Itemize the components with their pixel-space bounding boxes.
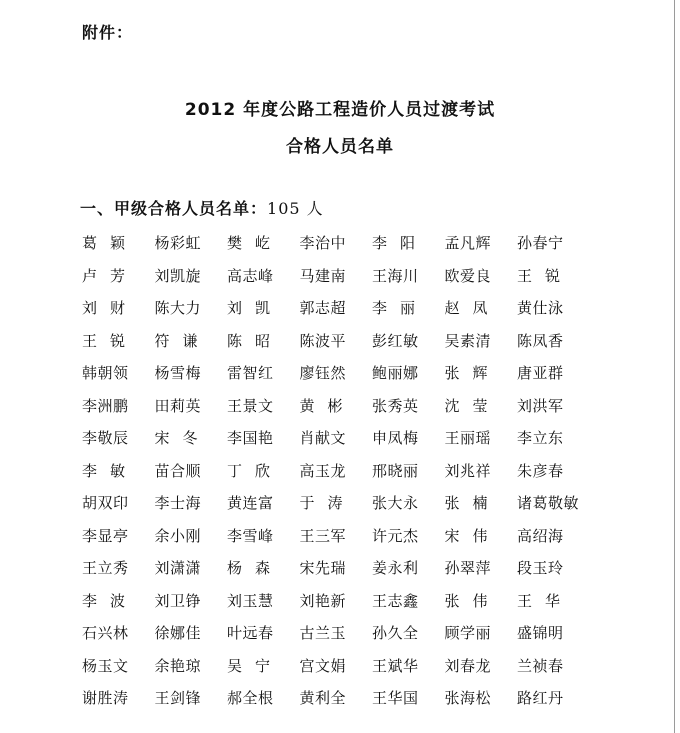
person-name: 鲍丽娜 bbox=[372, 364, 419, 382]
person-name: 张海松 bbox=[444, 689, 492, 707]
person-name: 诸葛敬敏 bbox=[517, 494, 580, 512]
person-name: 李立东 bbox=[517, 429, 564, 447]
name-row bbox=[82, 558, 642, 591]
person-name: 李显亭 bbox=[82, 526, 129, 545]
name-row bbox=[82, 623, 642, 656]
person-name: 谢胜涛 bbox=[82, 689, 129, 707]
person-name: 李洲鹏 bbox=[82, 396, 129, 415]
person-name: 孟凡辉 bbox=[444, 234, 492, 252]
person-name: 许元杰 bbox=[372, 526, 419, 545]
person-name: 段玉玲 bbox=[517, 559, 564, 577]
person-name: 王锐 bbox=[517, 266, 574, 285]
person-name: 肖献文 bbox=[299, 429, 347, 447]
person-name: 刘凯 bbox=[227, 299, 284, 317]
person-name: 宋冬 bbox=[154, 429, 211, 447]
person-name: 朱彦春 bbox=[517, 461, 564, 480]
person-name: 王华 bbox=[517, 591, 574, 610]
person-name: 李治中 bbox=[299, 234, 347, 252]
person-name: 李波 bbox=[82, 591, 139, 610]
person-name: 李丽 bbox=[372, 299, 429, 317]
person-name: 顾学丽 bbox=[444, 624, 492, 642]
person-name: 田莉英 bbox=[154, 396, 202, 415]
person-name: 张秀英 bbox=[372, 396, 419, 415]
person-name: 王斌华 bbox=[372, 656, 419, 675]
person-name: 孙久全 bbox=[372, 624, 419, 642]
person-name: 陈大力 bbox=[154, 299, 202, 317]
person-name: 王丽瑶 bbox=[444, 429, 492, 447]
person-name: 王景文 bbox=[227, 396, 274, 415]
person-name: 王三军 bbox=[299, 526, 347, 545]
person-name: 马建南 bbox=[299, 266, 347, 285]
name-row bbox=[82, 266, 642, 299]
person-name: 张伟 bbox=[444, 591, 501, 610]
person-name: 孙春宁 bbox=[517, 234, 564, 252]
person-name: 孙翠萍 bbox=[444, 559, 492, 577]
person-name: 廖钰然 bbox=[299, 364, 347, 382]
section-count: 105 人 bbox=[267, 199, 324, 218]
name-row bbox=[82, 396, 642, 429]
person-name: 陈凤香 bbox=[517, 331, 564, 350]
person-name: 赵凤 bbox=[444, 299, 501, 317]
name-list-grid bbox=[82, 233, 642, 721]
name-row bbox=[82, 233, 642, 266]
person-name: 沈莹 bbox=[444, 396, 501, 415]
person-name: 雷智红 bbox=[227, 364, 274, 382]
person-name: 符谦 bbox=[154, 331, 211, 350]
name-row bbox=[82, 656, 642, 689]
section-heading-label: 一、甲级合格人员名单： bbox=[80, 199, 268, 218]
person-name: 韩朝领 bbox=[82, 364, 129, 382]
person-name: 李阳 bbox=[372, 234, 429, 252]
name-row bbox=[82, 591, 642, 624]
person-name: 李国艳 bbox=[227, 429, 274, 447]
person-name: 吴宁 bbox=[227, 656, 284, 675]
document-title-line-1: 2012 年度公路工程造价人员过渡考试 bbox=[184, 100, 496, 120]
person-name: 胡双印 bbox=[82, 494, 129, 512]
person-name: 刘艳新 bbox=[299, 591, 347, 610]
person-name: 樊屹 bbox=[227, 234, 284, 252]
person-name: 高玉龙 bbox=[299, 461, 347, 480]
person-name: 黄彬 bbox=[299, 396, 356, 415]
person-name: 王海川 bbox=[372, 266, 419, 285]
person-name: 杨玉文 bbox=[82, 656, 129, 675]
person-name: 盛锦明 bbox=[517, 624, 564, 642]
person-name: 唐亚群 bbox=[517, 364, 564, 382]
person-name: 黄仕泳 bbox=[517, 299, 564, 317]
document-title-line-2: 合格人员名单 bbox=[286, 137, 394, 157]
person-name: 郝全根 bbox=[227, 689, 274, 707]
person-name: 余小刚 bbox=[154, 526, 202, 545]
person-name: 刘兆祥 bbox=[444, 461, 492, 480]
person-name: 李敏 bbox=[82, 461, 139, 480]
person-name: 黄连富 bbox=[227, 494, 274, 512]
person-name: 高绍海 bbox=[517, 526, 564, 545]
person-name: 路红丹 bbox=[517, 689, 564, 707]
person-name: 张大永 bbox=[372, 494, 419, 512]
person-name: 古兰玉 bbox=[299, 624, 347, 642]
person-name: 苗合顺 bbox=[154, 461, 202, 480]
person-name: 郭志超 bbox=[299, 299, 347, 317]
person-name: 王立秀 bbox=[82, 559, 129, 577]
person-name: 欧爱良 bbox=[444, 266, 492, 285]
person-name: 刘卫铮 bbox=[154, 591, 202, 610]
person-name: 王锐 bbox=[82, 331, 139, 350]
person-name: 兰祯春 bbox=[517, 656, 564, 675]
person-name: 陈波平 bbox=[299, 331, 347, 350]
person-name: 张楠 bbox=[444, 494, 501, 512]
person-name: 刘春龙 bbox=[444, 656, 492, 675]
person-name: 宫文娟 bbox=[299, 656, 347, 675]
person-name: 刘洪军 bbox=[517, 396, 564, 415]
person-name: 姜永利 bbox=[372, 559, 419, 577]
person-name: 叶远春 bbox=[227, 624, 274, 642]
person-name: 张辉 bbox=[444, 364, 501, 382]
person-name: 杨雪梅 bbox=[154, 364, 202, 382]
person-name: 李士海 bbox=[154, 494, 202, 512]
person-name: 葛颖 bbox=[82, 234, 139, 252]
person-name: 丁欣 bbox=[227, 461, 284, 480]
person-name: 申凤梅 bbox=[372, 429, 419, 447]
name-row bbox=[82, 461, 642, 494]
section-heading bbox=[80, 196, 324, 219]
person-name: 李雪峰 bbox=[227, 526, 274, 545]
name-row bbox=[82, 688, 642, 721]
name-row bbox=[82, 493, 642, 526]
person-name: 余艳琼 bbox=[154, 656, 202, 675]
person-name: 彭红敏 bbox=[372, 331, 419, 350]
person-name: 石兴林 bbox=[82, 624, 129, 642]
person-name: 刘玉慧 bbox=[227, 591, 274, 610]
person-name: 杨彩虹 bbox=[154, 234, 202, 252]
person-name: 王志鑫 bbox=[372, 591, 419, 610]
person-name: 刘凯旋 bbox=[154, 266, 202, 285]
person-name: 刘财 bbox=[82, 299, 139, 317]
name-row bbox=[82, 331, 642, 364]
person-name: 王剑锋 bbox=[154, 689, 202, 707]
person-name: 于涛 bbox=[299, 494, 356, 512]
person-name: 王华国 bbox=[372, 689, 419, 707]
person-name: 宋先瑞 bbox=[299, 559, 347, 577]
name-row bbox=[82, 526, 642, 559]
attachment-label: 附件： bbox=[82, 23, 134, 42]
person-name: 邢晓丽 bbox=[372, 461, 419, 480]
name-row bbox=[82, 298, 642, 331]
name-row bbox=[82, 363, 642, 396]
person-name: 宋伟 bbox=[444, 526, 501, 545]
person-name: 卢芳 bbox=[82, 266, 139, 285]
person-name: 高志峰 bbox=[227, 266, 274, 285]
person-name: 徐娜佳 bbox=[154, 624, 202, 642]
person-name: 李敬辰 bbox=[82, 429, 129, 447]
person-name: 刘潇潇 bbox=[154, 559, 202, 577]
person-name: 黄利全 bbox=[299, 689, 347, 707]
person-name: 陈昭 bbox=[227, 331, 284, 350]
person-name: 杨森 bbox=[227, 559, 284, 577]
name-row bbox=[82, 428, 642, 461]
person-name: 吴素清 bbox=[444, 331, 492, 350]
